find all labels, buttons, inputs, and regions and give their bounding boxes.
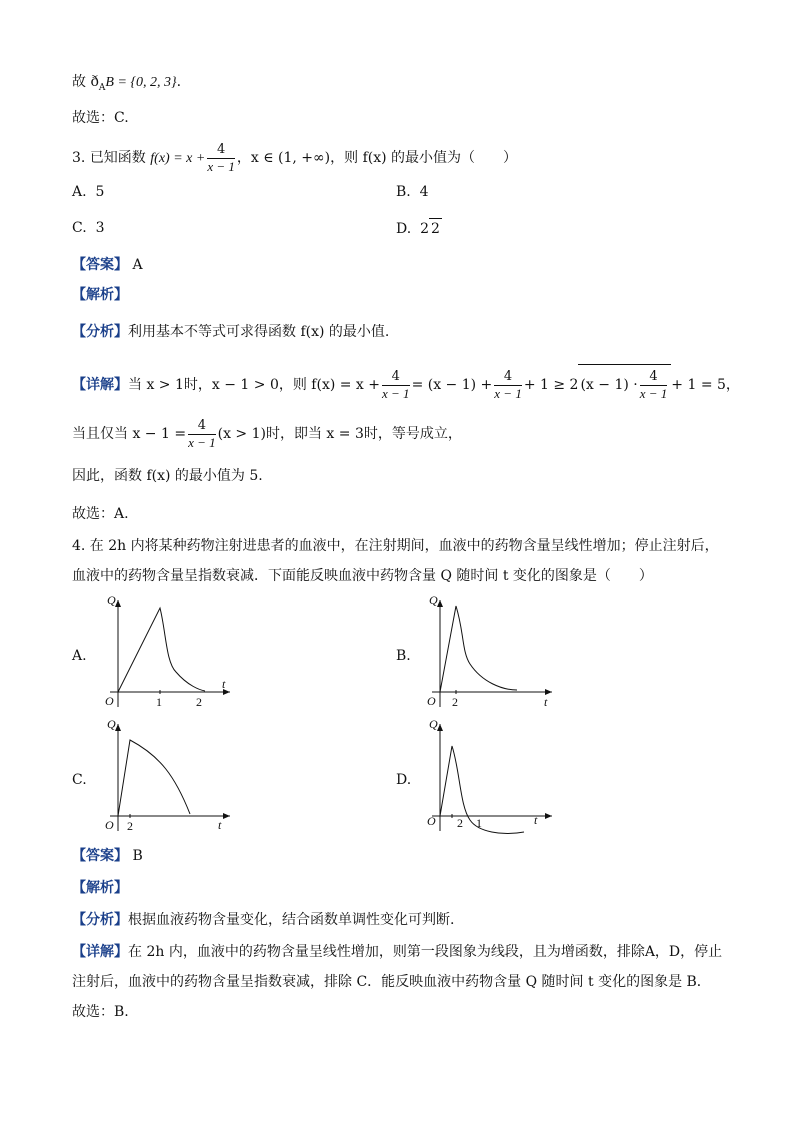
- graph-b-label: B.: [396, 648, 411, 664]
- graph-d-label: D.: [396, 772, 412, 788]
- q3-analysis-tag: 【解析】: [72, 287, 128, 303]
- graph-d-x-label: t: [534, 813, 538, 827]
- q4-detail-line-1: 【详解】在 2h 内，血液中的药物含量呈线性增加，则第一段图象为线段，且为增函数，排除A，D，停止: [72, 944, 723, 960]
- set-result-line: 故 $ð_AB = \{0$, 2, 3}.: [72, 74, 182, 93]
- graph-c: [90, 716, 240, 836]
- option-b: B. 4: [396, 184, 429, 200]
- graph-a-y-label: Q: [107, 593, 116, 607]
- graph-a-label: A.: [72, 648, 87, 664]
- graph-a-tick-1: 1: [156, 695, 162, 709]
- graph-b-y-label: Q: [429, 593, 438, 607]
- question-4-line-2: 血液中的药物含量呈指数衰减．下面能反映血液中药物含量 Q 随时间 t 变化的图象是（ ）: [72, 568, 653, 584]
- q4-answer: 【答案】 B: [72, 848, 143, 864]
- graph-b: [412, 592, 562, 712]
- q4-choice: 故选：B.: [72, 1004, 129, 1020]
- graph-d-tick-2: 2: [457, 816, 463, 830]
- q4-analysis-tag: 【解析】: [72, 880, 128, 896]
- graph-d-y-label: Q: [429, 717, 438, 731]
- graph-c-origin: O: [105, 818, 114, 832]
- graph-d-origin: O: [427, 814, 436, 828]
- graph-a: [90, 592, 240, 712]
- graph-b-tick-2: 2: [452, 695, 458, 709]
- q3-detail: 【详解】当 x > 1时，x − 1 > 0，则 f(x) = x + $\frac{4}{x - 1}$ = (x − 1) + $\frac{4}{x - 1}$ + 1 ≥ 2 (x − 1) · $\frac{4}{x - 1}$ + 1 = 5，: [72, 364, 740, 405]
- graph-c-label: C.: [72, 772, 87, 788]
- q3-choice: 故选：A.: [72, 506, 129, 522]
- option-a: A. 5: [72, 184, 105, 200]
- graph-a-tick-2: 2: [196, 695, 202, 709]
- q4-detail-line-2: 注射后，血液中的药物含量呈指数衰减，排除 C．能反映血液中药物含量 Q 随时间 t 变化的图象是 B．: [72, 974, 711, 990]
- graph-c-x-label: t: [218, 818, 222, 832]
- graph-c-tick-2: 2: [127, 819, 133, 833]
- q3-equality: 当且仅当 x − 1 = $\frac{4}{x - 1}$ (x > 1)时，即当 x = 3时，等号成立，: [72, 417, 462, 450]
- option-d: D. 2 2: [396, 218, 442, 239]
- option-c: C. 3: [72, 220, 105, 236]
- graph-d: [412, 716, 562, 846]
- graph-b-origin: O: [427, 694, 436, 708]
- q4-fenxi: 【分析】根据血液药物含量变化，结合函数单调性变化可判断.: [72, 912, 455, 928]
- graph-c-y-label: Q: [107, 717, 116, 731]
- graph-a-x-label: t: [222, 677, 226, 691]
- q3-conclusion: 因此，函数 f(x) 的最小值为 5.: [72, 468, 263, 484]
- question-3-stem: 3. 已知函数 f(x) = x + $\frac{4}{x - 1}$ ，x ∈ (1, +∞)，则 f(x) 的最小值为（ ）: [72, 141, 518, 174]
- graph-a-origin: O: [105, 694, 114, 708]
- q3-fenxi: 【分析】利用基本不等式可求得函数 f(x) 的最小值.: [72, 324, 390, 340]
- choice-line: 故选：C.: [72, 110, 129, 126]
- graph-d-tick-1: 1: [476, 816, 482, 830]
- question-4-line-1: 4. 在 2h 内将某种药物注射进患者的血液中，在注射期间，血液中的药物含量呈线性增加；停止注射后，: [72, 538, 719, 554]
- q3-answer: 【答案】 A: [72, 257, 143, 273]
- graph-b-x-label: t: [544, 695, 548, 709]
